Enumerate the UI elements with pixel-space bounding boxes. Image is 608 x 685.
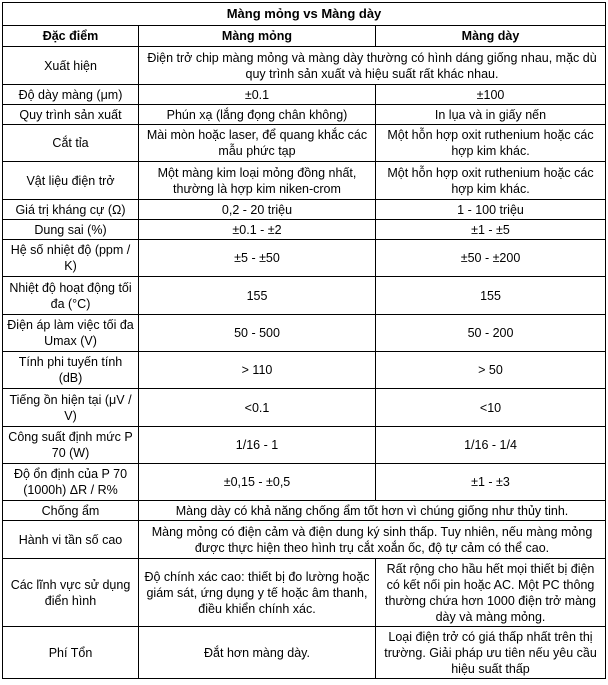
thin-film-cell: Độ chính xác cao: thiết bị đo lường hoặc giám sát, ứng dụng y tế hoặc âm thanh, điều khiển chính xác.	[139, 559, 376, 627]
row-label: Công suất định mức P 70 (W)	[3, 427, 139, 464]
thin-film-cell: 0,2 - 20 triệu	[139, 200, 376, 220]
thick-film-cell: 155	[376, 277, 606, 315]
table-row	[3, 85, 606, 105]
thin-film-cell: ±0.1 - ±2	[139, 220, 376, 240]
thick-film-cell: 50 - 200	[376, 315, 606, 352]
table-row	[3, 47, 606, 85]
row-label: Tính phi tuyến tính (dB)	[3, 352, 139, 389]
thick-film-cell: ±50 - ±200	[376, 240, 606, 277]
table-row	[3, 240, 606, 277]
merged-cell: Điện trở chip màng mỏng và màng dày thường có hình dáng giống nhau, mặc dù quy trình sản xuất và hiệu suất rất khác nhau.	[139, 47, 606, 85]
table-row	[3, 521, 606, 559]
thick-film-cell: ±1 - ±5	[376, 220, 606, 240]
table-row	[3, 162, 606, 200]
row-label: Các lĩnh vực sử dụng điển hình	[3, 559, 139, 627]
thin-film-cell: Phún xạ (lắng đọng chân không)	[139, 105, 376, 125]
row-label: Độ dày màng (μm)	[3, 85, 139, 105]
row-label: Chống ẩm	[3, 501, 139, 521]
row-label: Xuất hiện	[3, 47, 139, 85]
thin-film-cell: 155	[139, 277, 376, 315]
row-label: Hành vi tần số cao	[3, 521, 139, 559]
thin-film-cell: > 110	[139, 352, 376, 389]
row-label: Tiếng ồn hiện tại (μV / V)	[3, 389, 139, 427]
thick-film-cell: 1/16 - 1/4	[376, 427, 606, 464]
thin-film-cell: <0.1	[139, 389, 376, 427]
row-label: Vật liệu điện trở	[3, 162, 139, 200]
thin-film-cell: 50 - 500	[139, 315, 376, 352]
table-title-row	[3, 3, 606, 26]
thick-film-cell: <10	[376, 389, 606, 427]
thin-film-cell: ±5 - ±50	[139, 240, 376, 277]
table-row	[3, 389, 606, 427]
thick-film-cell: ±1 - ±3	[376, 464, 606, 501]
comparison-table-container	[2, 2, 605, 679]
table-header-row	[3, 26, 606, 47]
thick-film-cell: Loại điện trở có giá thấp nhất trên thị trường. Giải pháp ưu tiên nếu yêu cầu hiệu suất thấp	[376, 627, 606, 679]
thin-film-cell: ±0,15 - ±0,5	[139, 464, 376, 501]
merged-cell: Màng dày có khả năng chống ẩm tốt hơn vì chúng giống như thủy tinh.	[139, 501, 606, 521]
thick-film-cell: > 50	[376, 352, 606, 389]
thick-film-cell: In lụa và in giấy nến	[376, 105, 606, 125]
thin-film-cell: Một màng kim loại mỏng đồng nhất, thường là hợp kim niken-crom	[139, 162, 376, 200]
thin-film-cell: ±0.1	[139, 85, 376, 105]
row-label: Độ ổn định của P 70 (1000h) ΔR / R%	[3, 464, 139, 501]
row-label: Phí Tổn	[3, 627, 139, 679]
table-row	[3, 627, 606, 679]
thick-film-cell: Một hỗn hợp oxit ruthenium hoặc các hợp kim khác.	[376, 125, 606, 162]
row-label: Quy trình sản xuất	[3, 105, 139, 125]
table-row	[3, 559, 606, 627]
table-row	[3, 464, 606, 501]
header-feature: Đặc điểm	[3, 26, 139, 47]
row-label: Nhiệt độ hoạt động tối đa (°C)	[3, 277, 139, 315]
table-row	[3, 125, 606, 162]
thick-film-cell: Rất rộng cho hầu hết mọi thiết bị điện có kết nối pin hoặc AC. Một PC thông thường chứa hơn 1000 điện trở màng dày và màng mỏng.	[376, 559, 606, 627]
table-row	[3, 315, 606, 352]
header-thin-film: Màng mỏng	[139, 26, 376, 47]
table-row	[3, 427, 606, 464]
row-label: Điện áp làm việc tối đa Umax (V)	[3, 315, 139, 352]
table-title: Màng mỏng vs Màng dày	[3, 3, 606, 26]
thin-film-cell: Đắt hơn màng dày.	[139, 627, 376, 679]
thin-film-cell: 1/16 - 1	[139, 427, 376, 464]
row-label: Hệ số nhiệt độ (ppm / K)	[3, 240, 139, 277]
table-row	[3, 105, 606, 125]
table-row	[3, 352, 606, 389]
row-label: Dung sai (%)	[3, 220, 139, 240]
thin-film-cell: Mài mòn hoặc laser, để quang khắc các mẫu phức tạp	[139, 125, 376, 162]
thick-film-cell: ±100	[376, 85, 606, 105]
row-label: Giá trị kháng cự (Ω)	[3, 200, 139, 220]
comparison-table	[2, 2, 606, 679]
row-label: Cắt tỉa	[3, 125, 139, 162]
thick-film-cell: 1 - 100 triệu	[376, 200, 606, 220]
merged-cell: Màng mỏng có điện cảm và điện dung ký sinh thấp. Tuy nhiên, nếu màng mỏng được thực hiện theo hình trụ cắt xoắn ốc, độ tự cảm có thể cao.	[139, 521, 606, 559]
table-row	[3, 220, 606, 240]
header-thick-film: Màng dày	[376, 26, 606, 47]
table-row	[3, 501, 606, 521]
table-row	[3, 277, 606, 315]
thick-film-cell: Một hỗn hợp oxit ruthenium hoặc các hợp kim khác.	[376, 162, 606, 200]
table-row	[3, 200, 606, 220]
